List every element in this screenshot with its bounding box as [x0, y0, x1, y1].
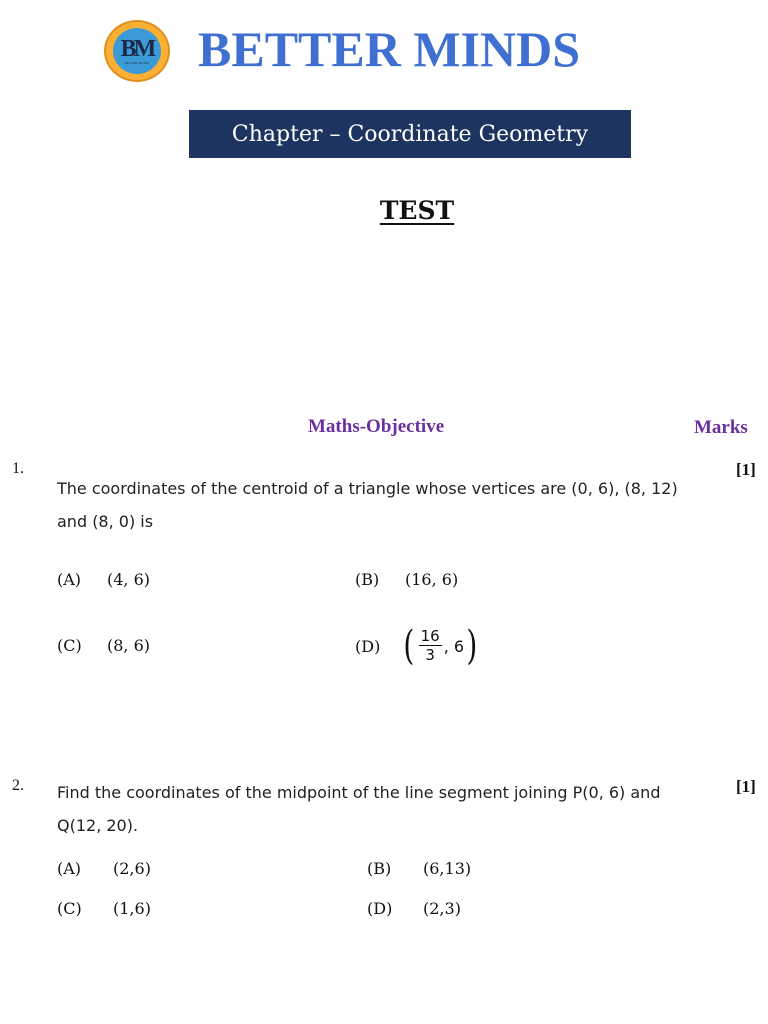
option-label: (A)	[57, 858, 82, 878]
fraction-rest: , 6	[443, 636, 465, 656]
option-value: (8, 6)	[107, 635, 151, 655]
question-2-line-2: Q(12, 20).	[57, 816, 139, 835]
option-label: (B)	[367, 858, 392, 878]
question-1-option-b	[355, 566, 458, 592]
question-1-text	[57, 472, 717, 538]
question-1-line-1: The coordinates of the centroid of a triangle whose vertices are (0, 6), (8, 12)	[57, 479, 678, 498]
question-2-line-1: Find the coordinates of the midpoint of the line segment joining P(0, 6) and	[57, 783, 661, 802]
question-2-option-b	[367, 856, 471, 880]
left-paren: (	[403, 623, 415, 669]
logo-emblem	[113, 28, 161, 74]
right-paren: )	[466, 623, 478, 669]
section-title: Maths-Objective	[308, 416, 445, 437]
fraction	[419, 628, 442, 664]
logo-small-text: BETTER MINDS	[124, 61, 150, 65]
question-1-option-a	[57, 566, 150, 592]
option-label: (D)	[355, 636, 381, 656]
option-value: (4, 6)	[107, 569, 151, 589]
marks-header: Marks	[694, 417, 748, 438]
question-1-marks: [1]	[736, 460, 756, 479]
question-1-line-2: and (8, 0) is	[57, 512, 154, 531]
question-2-option-c	[57, 896, 151, 920]
question-2-marks: [1]	[736, 777, 756, 796]
logo-letters: BM	[120, 36, 154, 62]
option-value: (2,6)	[113, 858, 151, 878]
option-label: (C)	[57, 635, 82, 655]
option-value: (16, 6)	[405, 569, 459, 589]
option-value: (1,6)	[113, 898, 151, 918]
option-label: (D)	[367, 898, 393, 918]
fraction-numerator: 16	[420, 627, 440, 645]
fraction-denominator: 3	[425, 646, 435, 664]
question-2-text	[57, 776, 717, 842]
option-value: (2,3)	[423, 898, 461, 918]
test-title: TEST	[379, 196, 455, 225]
question-1-option-d	[355, 622, 480, 670]
chapter-title: Chapter – Coordinate Geometry	[231, 121, 589, 147]
option-label: (A)	[57, 569, 82, 589]
logo	[104, 20, 170, 82]
option-label: (C)	[57, 898, 82, 918]
option-value-fraction	[401, 623, 480, 669]
question-2-number: 2.	[12, 777, 24, 794]
brand-title: BETTER MINDS	[198, 21, 581, 77]
option-value: (6,13)	[423, 858, 472, 878]
option-label: (B)	[355, 569, 380, 589]
question-2-option-d	[367, 896, 461, 920]
question-1-option-c	[57, 632, 150, 658]
chapter-banner	[189, 110, 631, 158]
question-1-number: 1.	[12, 460, 24, 477]
question-2-option-a	[57, 856, 151, 880]
